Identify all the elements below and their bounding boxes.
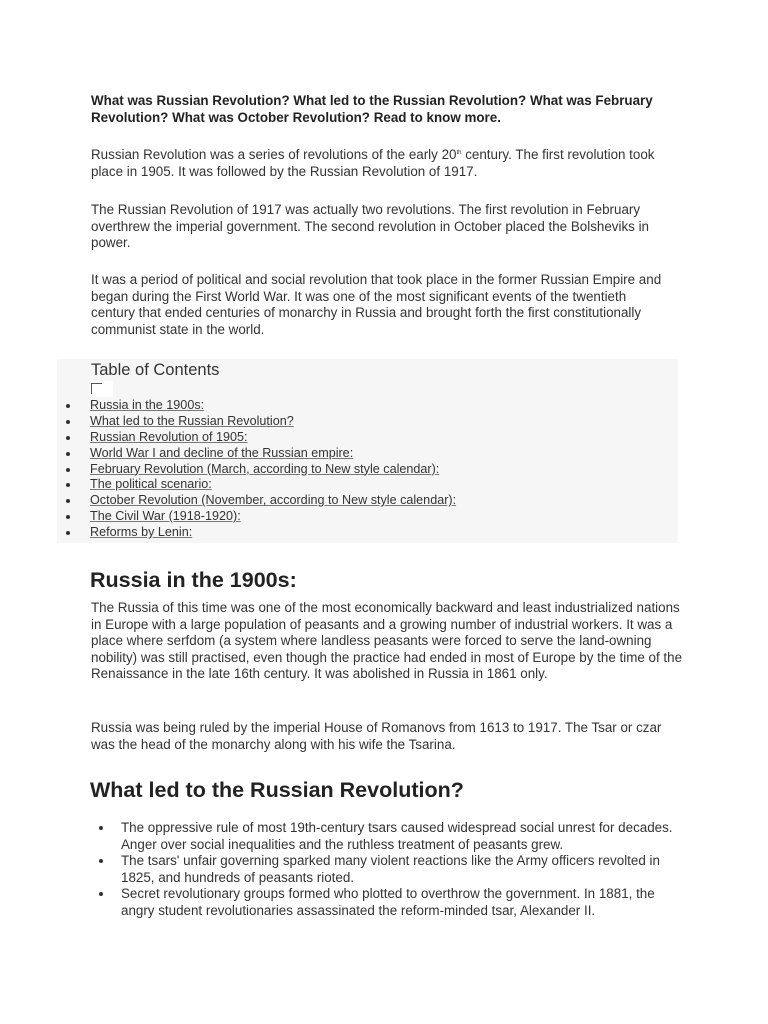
toc-link-revolution-1905[interactable]: Russian Revolution of 1905: <box>90 429 248 444</box>
intro-paragraph-2: The Russian Revolution of 1917 was actually two revolutions. The first revolution in February overthrew the imperial government. The second revolution in October placed the Bolsheviks in power. <box>91 202 649 250</box>
bullet-icon <box>99 892 103 896</box>
bullet-icon <box>99 826 103 830</box>
bullet-icon <box>66 515 70 519</box>
toc-link-october-revolution[interactable]: October Revolution (November, according to New style calendar): <box>90 493 457 508</box>
bullet-icon <box>66 452 70 456</box>
table-of-contents <box>57 359 678 543</box>
intro-paragraph-1 <box>91 147 683 180</box>
section1-paragraph-2: Russia was being ruled by the imperial House of Romanovs from 1613 to 1917. The Tsar or czar was the head of the monarchy along with his wife the Tsarina. <box>91 720 662 752</box>
list-item-text: The tsars' unfair governing sparked many violent reactions like the Army officers revolted in 1825, and hundreds of peasants rioted. <box>121 853 660 885</box>
list-item <box>0 820 681 853</box>
intro-paragraph-1-start: Russian Revolution was a series of revolutions of the early 20 <box>91 147 457 162</box>
toc-link-russia-1900s[interactable]: Russia in the 1900s: <box>90 398 205 412</box>
bullet-icon <box>66 483 70 487</box>
bullet-icon <box>66 468 70 472</box>
toc-link-february-revolution[interactable]: February Revolution (March, according to New style calendar): <box>90 461 440 476</box>
toc-link-what-led[interactable]: What led to the Russian Revolution? <box>90 413 294 428</box>
toc-link-civil-war[interactable]: The Civil War (1918-1920): <box>90 509 241 524</box>
section-heading-what-led: What led to the Russian Revolution? <box>90 778 464 802</box>
bullet-icon <box>66 420 70 424</box>
bullet-icon <box>99 859 103 863</box>
toc-toggle-icon <box>91 383 102 394</box>
toc-link-world-war-1[interactable]: World War I and decline of the Russian empire: <box>90 445 354 460</box>
ordinal-superscript: th <box>456 150 462 156</box>
toc-title: Table of Contents <box>91 361 220 379</box>
list-item <box>0 886 681 919</box>
section-heading-russia-1900s: Russia in the 1900s: <box>90 568 297 592</box>
causes-list <box>0 820 681 919</box>
bullet-icon <box>66 531 70 535</box>
bullet-icon <box>66 404 70 408</box>
toc-link-political-scenario[interactable]: The political scenario: <box>90 477 212 492</box>
list-item-text: Secret revolutionary groups formed who plotted to overthrow the government. In 1881, the angry student revolutionaries assassinated the reform-minded tsar, Alexander II. <box>121 886 655 918</box>
section1-paragraph-1: The Russia of this time was one of the most economically backward and least industrialized nations in Europe with a large population of peasants and a growing number of industrial workers. It was a place where serfdom (a system where landless peasants were forced to serve the land-owning nobility) was still practised, even though the practice had ended in most of Europe by the time of the Renaissance in the late 16th century. It was abolished in Russia in 1861 only. <box>91 600 683 681</box>
bullet-icon <box>66 436 70 440</box>
list-item <box>0 853 681 886</box>
toc-toggle-button[interactable] <box>90 381 113 397</box>
bullet-icon <box>66 499 70 503</box>
intro-paragraph-1-end: century. The first revolution took place in 1905. It was followed by the Russian Revolution of 1917. <box>91 147 655 179</box>
intro-lead-text: What was Russian Revolution? What led to the Russian Revolution? What was February Revolution? What was October Revolution? Read to know more. <box>91 93 653 125</box>
list-item-text: The oppressive rule of most 19th-century tsars caused widespread social unrest for decades. Anger over social inequalities and the ruthless treatment of peasants grew. <box>121 820 673 852</box>
toc-link-reforms-lenin[interactable]: Reforms by Lenin: <box>90 525 193 540</box>
intro-paragraph-3: It was a period of political and social revolution that took place in the former Russian Empire and began during the First World War. It was one of the most significant events of the twentieth century that ended centuries of monarchy in Russia and brought forth the first constitutionally communist state in the world. <box>91 272 662 337</box>
